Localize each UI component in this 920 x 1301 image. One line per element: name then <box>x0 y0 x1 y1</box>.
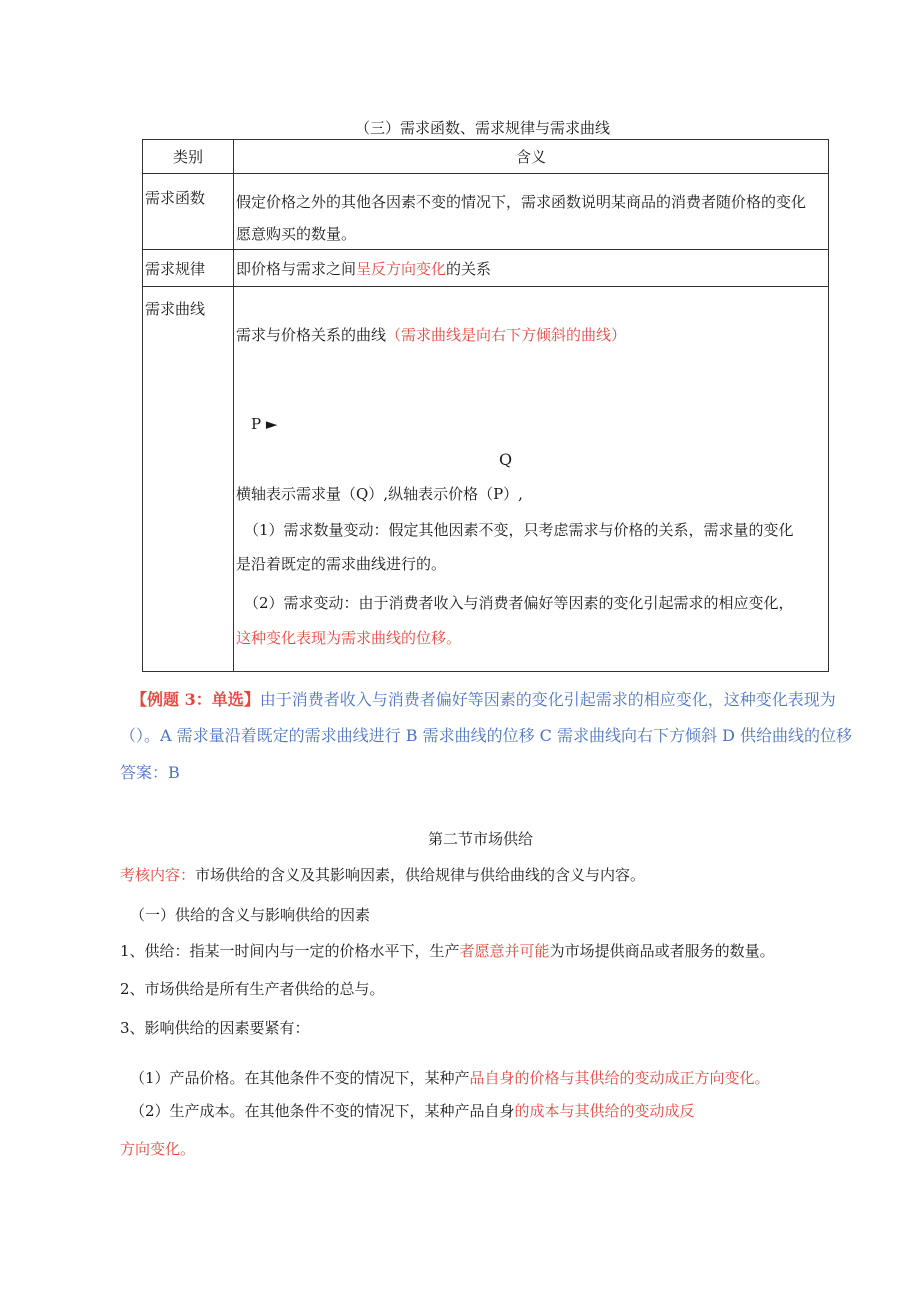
item1-line: （1）需求数量变动：假定其他因素不变，只考虑需求与价格的关系，需求量的变化 <box>244 521 794 539</box>
meaning-line: 假定价格之外的其他各因素不变的情况下，需求函数说明某商品的消费者随价格的变化 <box>236 193 807 211</box>
table-row-demand-function <box>143 174 829 250</box>
section-title: 第二节市场供给 <box>428 830 534 848</box>
paragraph-supply-definition <box>120 940 775 961</box>
factor-cost-continuation: 方向变化。 <box>120 1140 196 1158</box>
paragraph-factors: 3、影响供给的因素要紧有： <box>120 1019 310 1037</box>
example-question-line2: （）。A 需求量沿着既定的需求曲线进行 B 需求曲线的位移 C 需求曲线向右下方倾斜 D 供给曲线的位移 <box>120 726 852 745</box>
example-answer: 答案：B <box>120 763 180 782</box>
meaning-line <box>236 258 491 279</box>
text-plain: 为市场提供商品或者服务的数量。 <box>549 942 775 960</box>
item2-line-highlight: 这种变化表现为需求曲线的位移。 <box>236 629 462 647</box>
q-axis-label: Q <box>499 450 513 469</box>
text-highlight: 呈反方向变化 <box>356 260 447 278</box>
demand-table <box>142 139 829 672</box>
factor-cost <box>130 1100 695 1121</box>
table-row-demand-law <box>143 250 829 287</box>
category-label: 需求曲线 <box>145 300 206 318</box>
table-header-row <box>143 140 829 174</box>
text-plain: 1、供给：指某一时间内与一定的价格水平下，生产 <box>120 942 460 960</box>
text-highlight: 者愿意并可能 <box>459 942 550 960</box>
text-plain: 需求与价格关系的曲线 <box>236 326 387 344</box>
item2-line: （2）需求变动：由于消费者收入与消费者偏好等因素的变化引起需求的相应变化， <box>244 594 794 612</box>
exam-label: 考核内容： <box>120 866 196 884</box>
text-highlight: 的成本与其供给的变动成反 <box>514 1102 695 1120</box>
curve-intro <box>236 324 626 345</box>
paragraph-market-supply: 2、市场供给是所有生产者供给的总与。 <box>120 980 385 998</box>
category-label: 需求函数 <box>145 189 206 207</box>
table-row-demand-curve <box>143 287 829 672</box>
text-plain: （1）产品价格。在其他条件不变的情况下，某种产 <box>130 1069 470 1087</box>
example-question-line1 <box>131 687 836 710</box>
cell-category <box>143 250 234 287</box>
header-meaning: 含义 <box>234 140 829 174</box>
cell-meaning <box>234 250 829 287</box>
text-plain: 的关系 <box>446 260 492 278</box>
table-title: （三）需求函数、需求规律与需求曲线 <box>355 119 611 137</box>
axis-description: 横轴表示需求量（Q）,纵轴表示价格（P）, <box>236 485 523 503</box>
subsection-title: （一）供给的含义与影响供给的因素 <box>130 906 371 924</box>
cell-meaning <box>234 174 829 250</box>
cell-category <box>143 287 234 672</box>
factor-price <box>130 1067 770 1088</box>
cell-meaning <box>234 287 829 672</box>
example-text: 由于消费者收入与消费者偏好等因素的变化引起需求的相应变化，这种变化表现为 <box>259 690 836 709</box>
exam-content <box>120 864 645 885</box>
text-plain: （2）生产成本。在其他条件不变的情况下，某种产品自身 <box>130 1102 515 1120</box>
example-tag: 【例题 3：单选】 <box>131 690 260 709</box>
text-highlight: （需求曲线是向右下方倾斜的曲线） <box>386 326 627 344</box>
header-category: 类别 <box>143 140 234 174</box>
exam-text: 市场供给的含义及其影响因素，供给规律与供给曲线的含义与内容。 <box>195 866 646 884</box>
text-plain: 即价格与需求之间 <box>236 260 357 278</box>
cell-category <box>143 174 234 250</box>
p-axis-label: P ► <box>251 415 278 433</box>
item1-line: 是沿着既定的需求曲线进行的。 <box>236 555 447 573</box>
meaning-line: 愿意购买的数量。 <box>236 225 357 243</box>
text-highlight: 品自身的价格与其供给的变动成正方向变化。 <box>469 1069 770 1087</box>
category-label: 需求规律 <box>145 260 206 278</box>
